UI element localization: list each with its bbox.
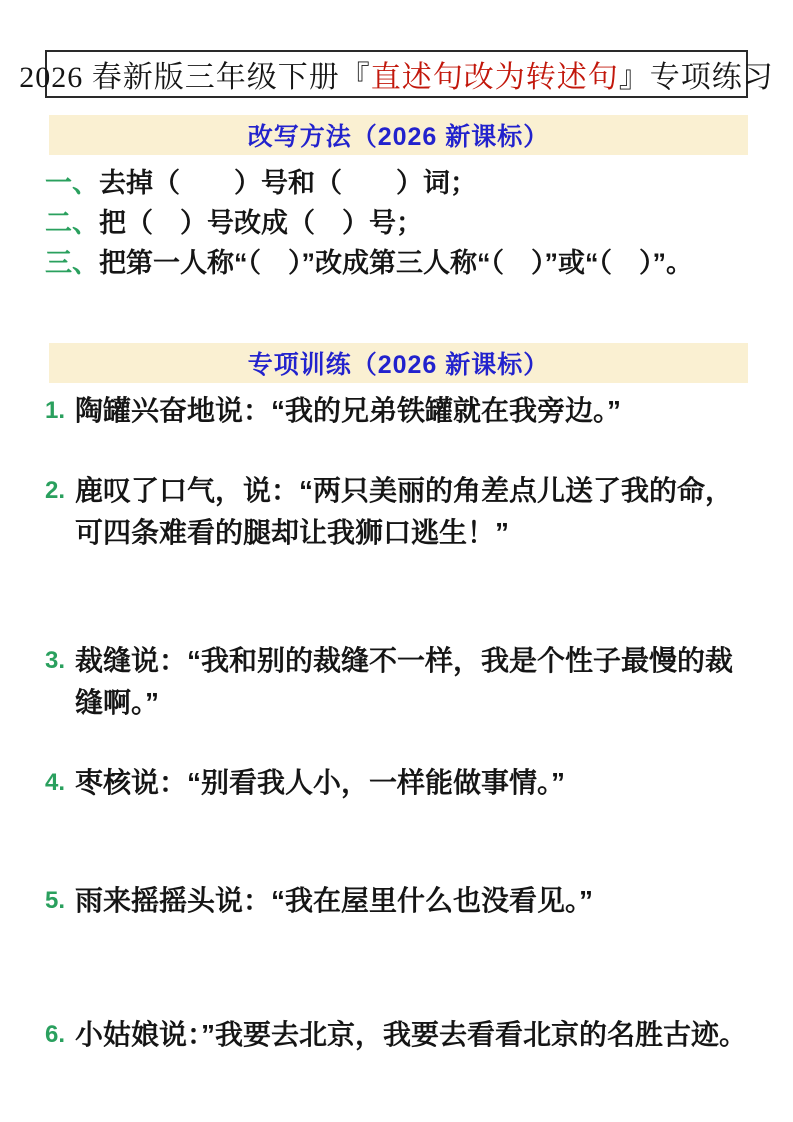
method-section-banner: 改写方法（2026 新课标） — [49, 115, 748, 155]
exercise-sentence: 裁缝说：“我和别的裁缝不一样，我是个性子最慢的裁缝啊。” — [75, 645, 734, 718]
exercise-item — [45, 762, 751, 804]
exercise-sentence: 枣核说：“别看我人小，一样能做事情。” — [75, 767, 566, 798]
method-item-marker: 二、 — [45, 208, 99, 238]
training-section-banner: 专项训练（2026 新课标） — [49, 343, 748, 383]
exercise-sentence: 陶罐兴奋地说：“我的兄弟铁罐就在我旁边。” — [75, 395, 622, 426]
exercise-item — [45, 470, 751, 554]
method-item-text: 去掉（ ）号和（ ）词； — [99, 168, 477, 198]
title-suffix: 』专项练习 — [618, 61, 774, 94]
title-highlight: 直述句改为转述句 — [370, 61, 619, 94]
method-item-text: 把（ ）号改成（ ）号； — [99, 208, 423, 238]
exercise-number: 1. — [45, 397, 66, 424]
method-list — [45, 163, 750, 283]
exercise-number: 6. — [45, 1021, 66, 1048]
exercise-item — [45, 640, 751, 724]
exercise-item — [45, 390, 751, 432]
method-item-marker: 三、 — [45, 248, 99, 278]
method-item — [45, 163, 750, 203]
exercise-item — [45, 1014, 751, 1056]
method-item — [45, 203, 750, 243]
title-prefix: 2026 春新版三年级下册『 — [19, 61, 371, 94]
exercise-sentence: 雨来摇摇头说：“我在屋里什么也没看见。” — [75, 885, 594, 916]
exercise-number: 4. — [45, 769, 66, 796]
method-item-text: 把第一人称“（ ）”改成第三人称“（ ）”或“（ ）”。 — [99, 248, 693, 278]
exercise-sentence: 鹿叹了口气，说：“两只美丽的角差点儿送了我的命，可四条难看的腿却让我狮口逃生！” — [75, 475, 734, 548]
exercise-item — [45, 880, 751, 922]
exercise-number: 3. — [45, 647, 66, 674]
exercise-number: 5. — [45, 887, 66, 914]
method-item — [45, 243, 750, 283]
exercise-number: 2. — [45, 477, 66, 504]
method-item-marker: 一、 — [45, 168, 99, 198]
worksheet-title — [19, 50, 774, 98]
exercise-sentence: 小姑娘说：”我要去北京，我要去看看北京的名胜古迹。 — [75, 1019, 748, 1050]
